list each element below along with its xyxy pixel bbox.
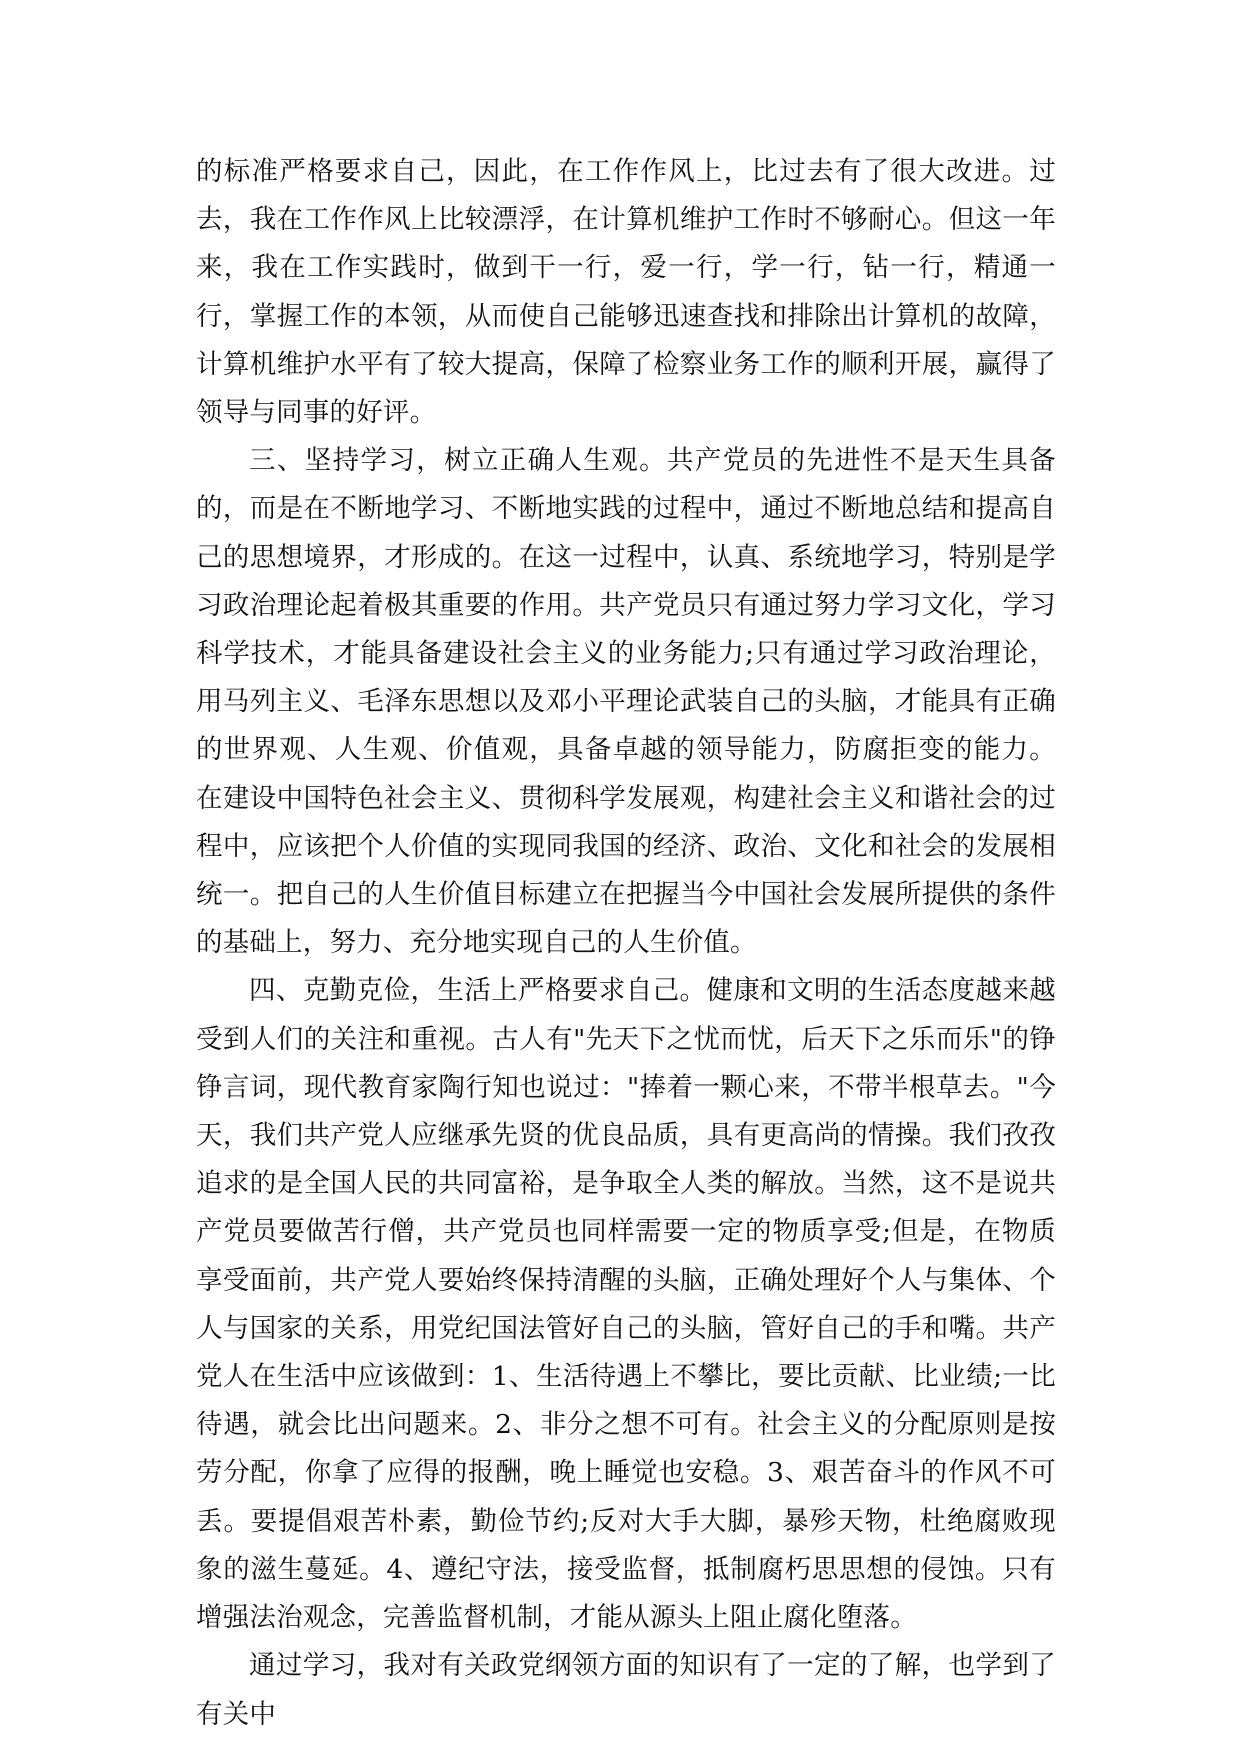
paragraph-study: 三、坚持学习，树立正确人生观。共产党员的先进性不是天生具备的，而是在不断地学习、不断地实践的过程中，通过不断地总结和提高自己的思想境界，才形成的。在这一过程中，认真、系统地学习，特别是学习政治理论起着极其重要的作用。共产党员只有通过努力学习文化，学习科学技术，才能具备建设社会主义的业务能力;只有通过学习政治理论，用马列主义、毛泽东思想以及邓小平理论武装自己的头脑，才能具有正确的世界观、人生观、价值观，具备卓越的领导能力，防腐拒变的能力。 在建设中国特色社会主义、贯彻科学发展观，构建社会主义和谐社会的过程中，应该把个人价值的实现同我国的经济、政治、文化和社会的发展相统一。把自己的人生价值目标建立在把握当今中国社会发展所提供的条件的基础上，努力、充分地实现自己的人生价值。: [196, 445, 1056, 959]
paragraph-work-style: 的标准严格要求自己，因此，在工作作风上，比过去有了很大改进。过去，我在工作作风上比较漂浮，在计算机维护工作时不够耐心。但这一年来，我在工作实践时，做到干一行，爱一行，学一行，钻一行，精通一行，掌握工作的本领，从而使自己能够迅速查找和排除出计算机的故障，计算机维护水平有了较大提高，保障了检察业务工作的顺利开展，赢得了领导与同事的好评。: [196, 156, 1056, 429]
document-body: [196, 148, 1056, 1739]
paragraph-conclusion: 通过学习，我对有关政党纲领方面的知识有了一定的了解，也学到了有关中: [196, 1650, 1056, 1730]
paragraph-frugality: 四、克勤克俭，生活上严格要求自己。健康和文明的生活态度越来越受到人们的关注和重视。古人有"先天下之忧而忧，后天下之乐而乐"的铮铮言词，现代教育家陶行知也说过："捧着一颗心来，不带半根草去。"今天，我们共产党人应继承先贤的优良品质，具有更高尚的情操。我们孜孜追求的是全国人民的共同富裕，是争取全人类的解放。当然，这不是说共产党员要做苦行僧，共产党员也同样需要一定的物质享受;但是，在物质享受面前，共产党人要始终保持清醒的头脑，正确处理好个人与集体、个人与国家的关系，用党纪国法管好自己的头脑，管好自己的手和嘴。共产党人在生活中应该做到：1、生活待遇上不攀比，要比贡献、比业绩;一比待遇，就会比出问题来。2、非分之想不可有。社会主义的分配原则是按劳分配，你拿了应得的报酬，晚上睡觉也安稳。3、艰苦奋斗的作风不可丢。要提倡艰苦朴素，勤俭节约;反对大手大脚，暴殄天物，杜绝腐败现象的滋生蔓延。4、遵纪守法，接受监督，抵制腐朽思思想的侵蚀。只有增强法治观念，完善监督机制，才能从源头上阻止腐化堕落。: [196, 975, 1056, 1634]
